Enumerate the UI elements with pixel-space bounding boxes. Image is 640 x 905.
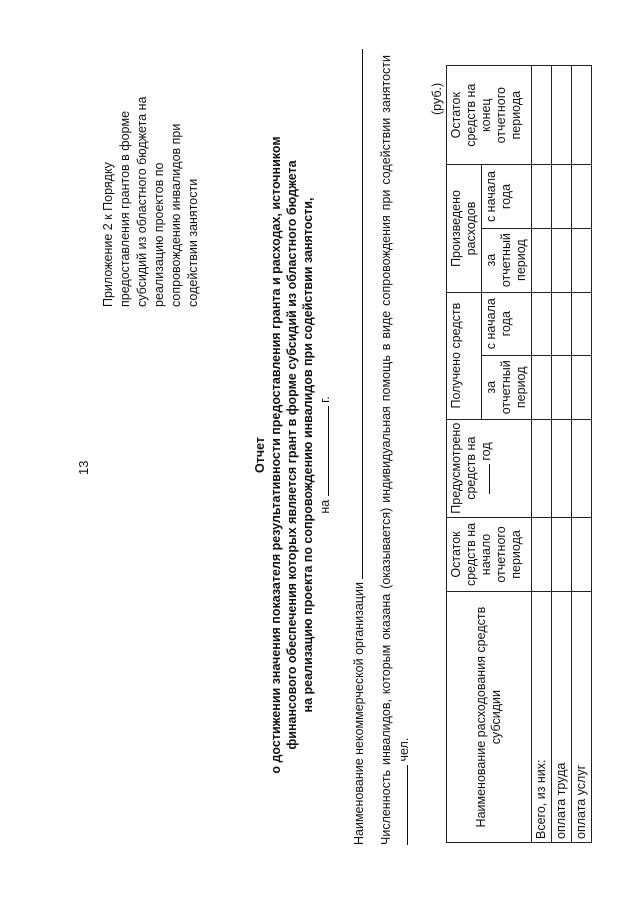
table-cell [572,66,592,165]
org-name-blank [350,49,363,579]
disabled-count-unit: чел. [397,737,411,762]
table-cell [572,419,592,517]
appendix-line: сопровождению инвалидов при [169,123,183,307]
header-spent-period: за отчетный период [482,228,532,292]
appendix-line: содействии занятости [186,178,200,307]
header-planned-year-blank [479,464,490,494]
table-cell [532,517,552,591]
row-label: Всего, из них: [532,592,552,843]
row-label: оплата услуг [572,592,592,843]
table-cell [532,292,552,355]
report-date-suffix: г. [318,396,332,403]
table-cell [552,228,572,292]
report-table [446,65,592,843]
page-number: 13 [76,460,91,475]
appendix-line: предоставления грантов в форме [118,110,132,307]
report-title-line: финансового обеспечения которых является грант в форме субсидий из областного бюджета [285,160,299,750]
disabled-count-blank [395,765,408,845]
report-heading: Отчет [253,437,267,474]
row-label: оплата труда [552,592,572,843]
report-date-line [316,75,333,835]
header-received-period: за отчетный период [482,355,532,419]
header-spent-year: с начала года [482,165,532,228]
header-start-balance: Остаток средств на начало отчетного периода [447,517,532,591]
table-cell [572,517,592,591]
report-date-prefix: на [318,499,332,514]
appendix-line: Приложение 2 к Порядку [101,162,115,307]
table-cell [572,292,592,355]
table-cell [552,292,572,355]
table-cell [552,517,572,591]
report-title [252,75,333,835]
table-cell [572,228,592,292]
disabled-count-text: Численность инвалидов, которым оказана (оказывается) индивидуальная помощь в виде сопровождения при содействии занятости [379,55,393,845]
appendix-note [100,37,202,307]
table-cell [532,228,552,292]
table-row [572,66,592,843]
table-cell [552,419,572,517]
header-planned-year: год [479,442,493,461]
report-title-line: на реализацию проекта по сопровождению инвалидов при содействии занятости, [301,197,315,713]
table-cell [532,66,552,165]
header-end-balance: Остаток средств на конец отчетного периода [447,66,532,165]
appendix-line: субсидий из областного бюджета на [135,96,149,307]
table-cell [572,165,592,228]
report-title-line: о достижении значения показателя результативности предоставления гранта и расходах, источником [269,136,283,774]
currency-label: (руб.) [430,82,444,115]
header-name: Наименование расходования средств субсидии [447,592,532,843]
table-cell [552,165,572,228]
table-cell [572,355,592,419]
table-cell [552,355,572,419]
table-cell [532,419,552,517]
report-date-blank [316,406,329,496]
table-cell [552,66,572,165]
header-received-year: с начала года [482,292,532,355]
table-cell [532,165,552,228]
table-header-row [447,66,482,843]
appendix-line: реализацию проектов по [152,162,166,307]
org-name-line [350,49,366,845]
header-spent: Произведено расходов [447,165,482,292]
header-planned [447,419,532,517]
header-received: Получено средств [447,292,482,419]
table-row [532,66,552,843]
table-cell [532,355,552,419]
disabled-count-paragraph [378,55,413,845]
org-name-label: Наименование некоммерческой организации [352,582,366,845]
header-planned-text: Предусмотрено средств на [449,422,478,514]
table-row [552,66,572,843]
